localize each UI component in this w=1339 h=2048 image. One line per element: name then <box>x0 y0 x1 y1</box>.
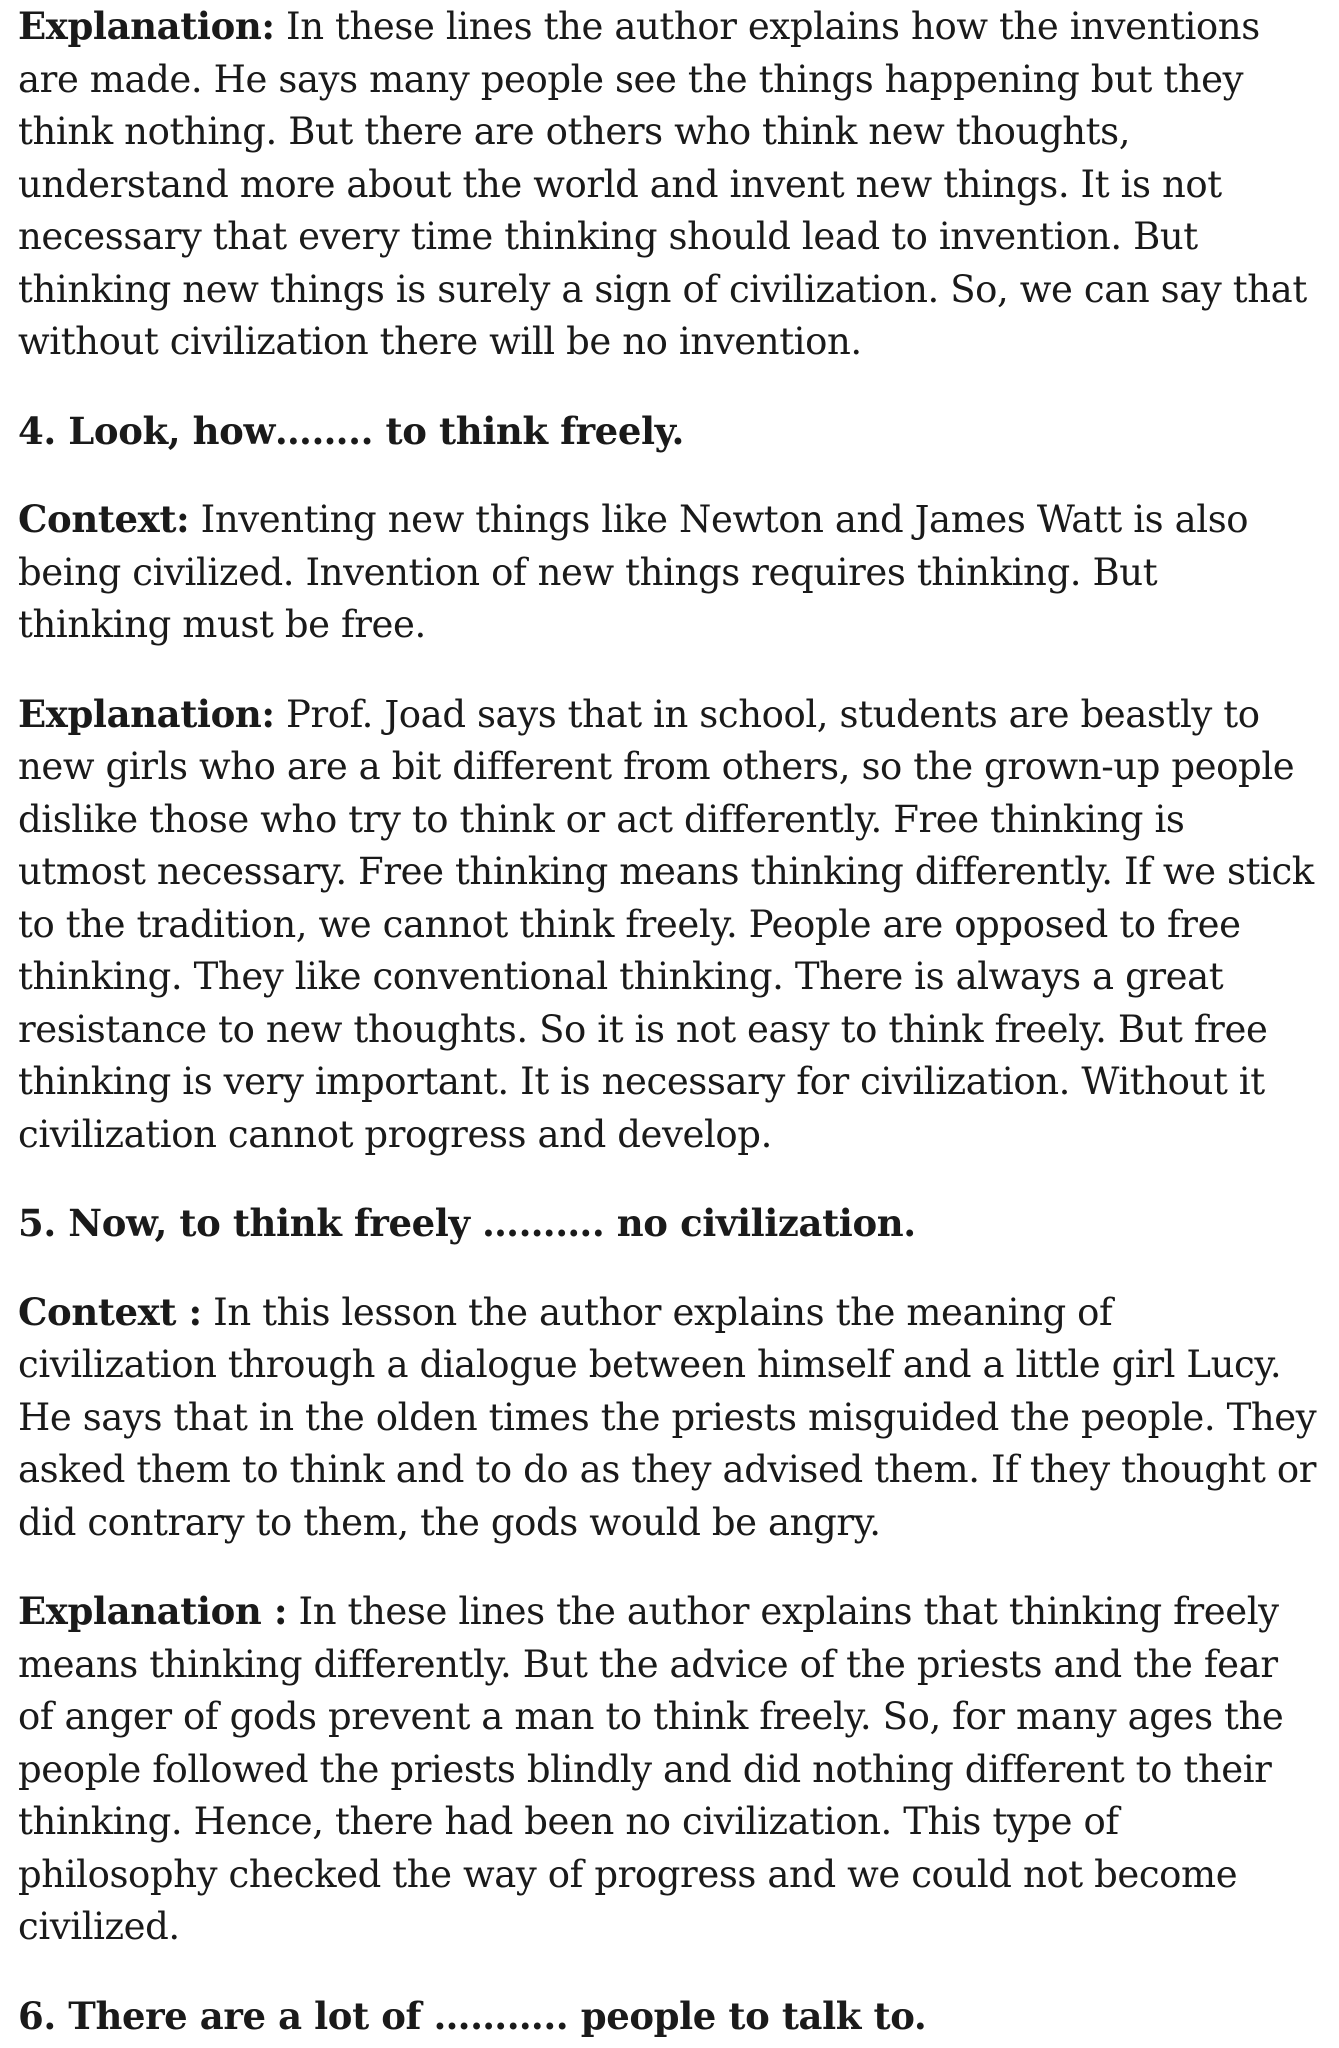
document-page <box>18 0 1318 2042</box>
section-heading-4: 4. Look, how…….. to think freely. <box>18 408 684 453</box>
context-text: In this lesson the author explains the meaning of civilization through a dialogue between himself and a little girl Lucy. He says that in the olden times the priests misguided the people. They asked them to think and to do as they advised them. If they thought or did contrary to them, the gods would be angry. <box>18 1290 1317 1544</box>
context-paragraph-4 <box>18 493 1318 652</box>
explanation-label: Explanation: <box>18 4 275 48</box>
explanation-text: In these lines the author explains how the inventions are made. He says many people see the things happening but they think nothing. But there are others who think new thoughts, understand more about the world and invent new things. It is not necessary that every time thinking should lead to invention. But thinking new things is surely a sign of civilization. So, we can say that without civilization there will be no invention. <box>18 5 1307 363</box>
context-paragraph-5 <box>18 1286 1318 1550</box>
section-heading-6: 6. There are a lot of ……….. people to talk to. <box>18 1993 927 2038</box>
explanation-label: Explanation: <box>18 691 275 736</box>
explanation-label: Explanation : <box>18 1589 288 1633</box>
context-text: Inventing new things like Newton and James Watt is also being civilized. Invention of new things requires thinking. But thinking must be free. <box>18 498 1249 646</box>
context-label: Context : <box>18 1289 202 1334</box>
context-label: Context: <box>18 497 190 541</box>
explanation-paragraph-5 <box>18 1585 1318 1954</box>
explanation-text: In these lines the author explains that thinking freely means thinking differently. But the advice of the priests and the fear of anger of gods prevent a man to think freely. So, for many ages the people followed the priests blindly and did nothing different to their thinking. Hence, there had been no civilization. This type of philosophy checked the way of progress and we could not become civilized. <box>18 1590 1284 1948</box>
explanation-text: Prof. Joad says that in school, students are beastly to new girls who are a bit different from others, so the grown-up people dislike those who try to think or act differently. Free thinking is utmost necessary. Free thinking means thinking differently. If we stick to the tradition, we cannot think freely. People are opposed to free thinking. They like conventional thinking. There is always a great resistance to new thoughts. So it is not easy to think freely. But free thinking is very important. It is necessary for civilization. Without it civilization cannot progress and develop. <box>18 692 1314 1156</box>
explanation-paragraph-1 <box>18 0 1318 369</box>
explanation-paragraph-4 <box>18 688 1318 1162</box>
section-heading-5: 5. Now, to think freely ………. no civilization. <box>18 1201 916 1245</box>
